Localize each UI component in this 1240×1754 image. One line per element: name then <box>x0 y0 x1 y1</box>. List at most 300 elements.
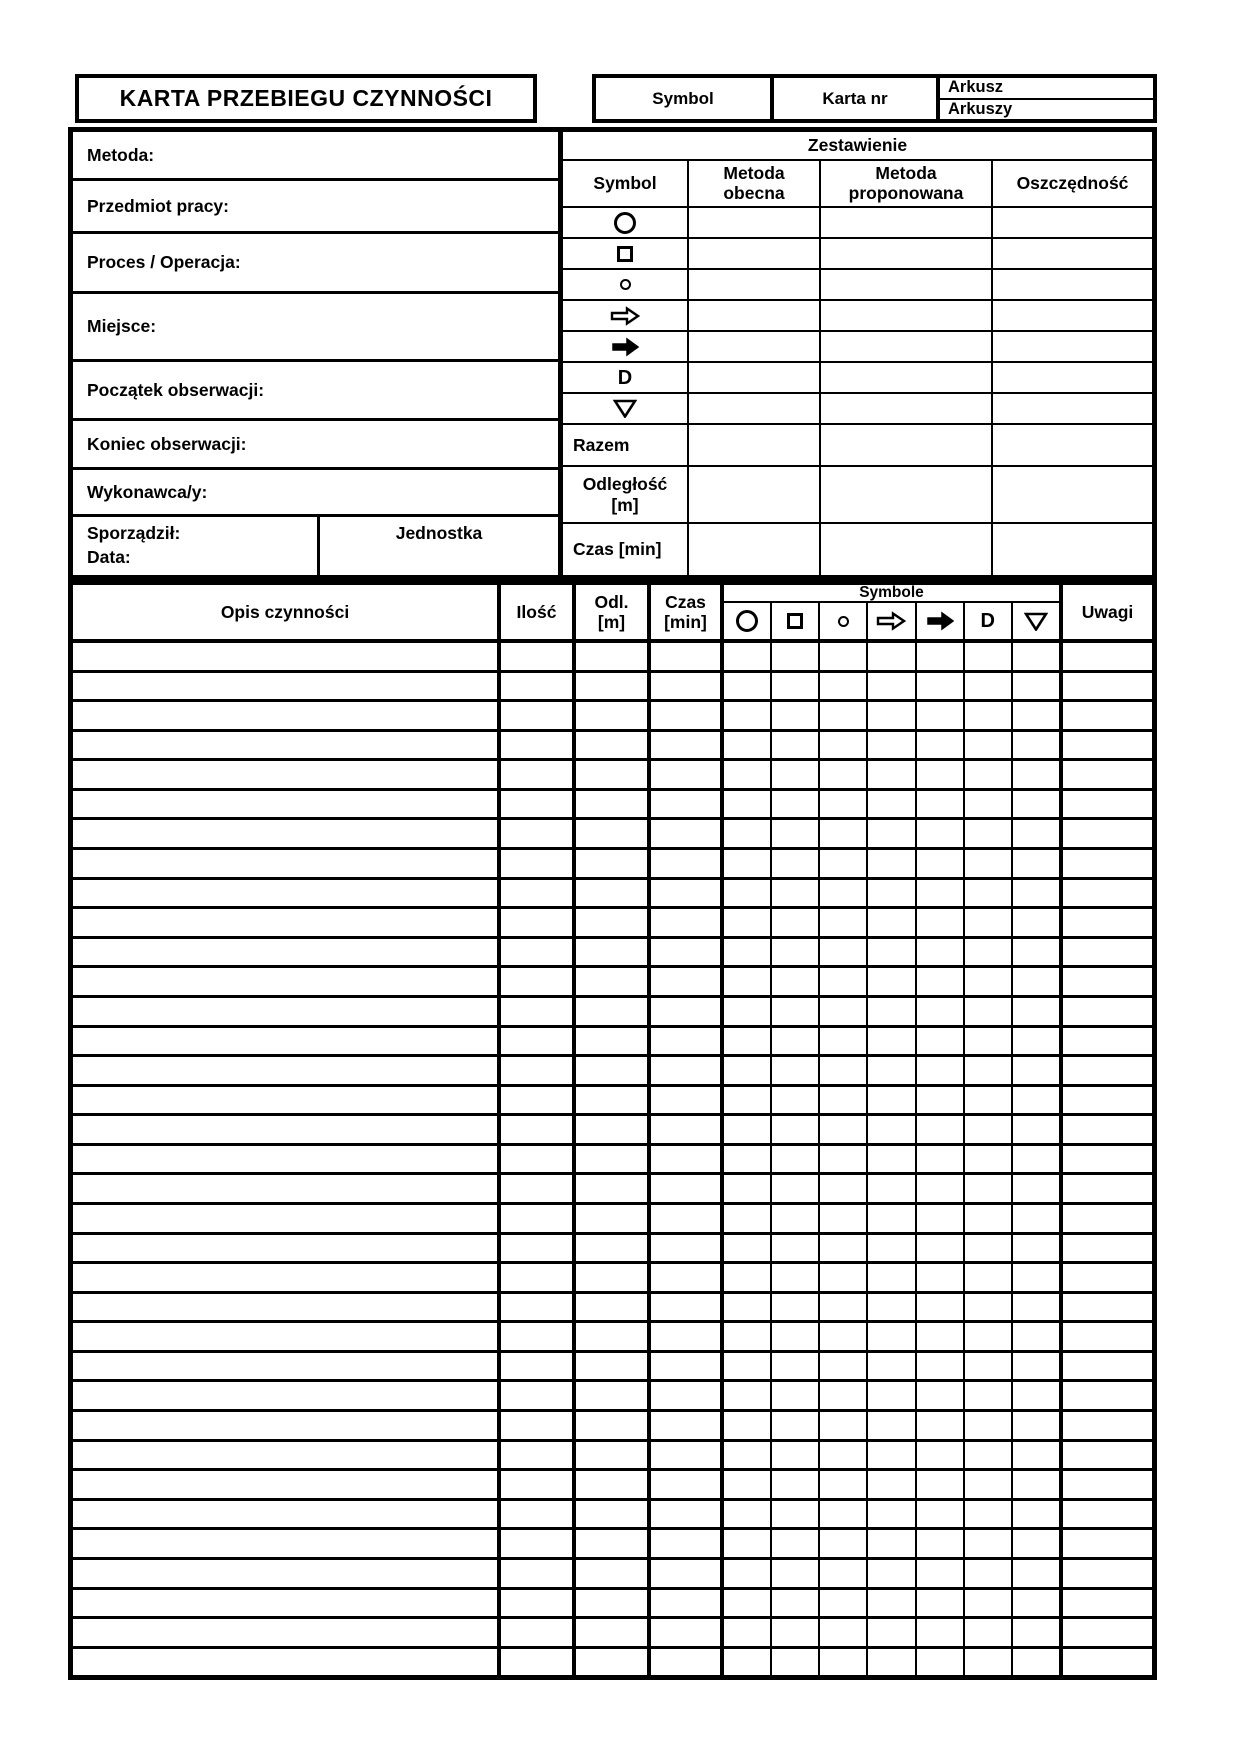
zestawienie-empty-cell <box>819 332 991 361</box>
empty-cell <box>651 1471 724 1498</box>
empty-symbol-cell <box>818 1412 866 1439</box>
empty-symbol-cell <box>818 1619 866 1646</box>
activity-row <box>73 998 1152 1028</box>
empty-cell <box>651 1294 724 1321</box>
empty-symbol-cell <box>963 1323 1011 1350</box>
empty-symbol-cell <box>1011 820 1059 847</box>
empty-uwagi-cell <box>1063 909 1152 936</box>
arkusz-label: Arkusz <box>940 78 1153 100</box>
empty-symbol-cell <box>963 732 1011 759</box>
empty-uwagi-cell <box>1063 1146 1152 1173</box>
empty-symbol-cell <box>818 1590 866 1617</box>
empty-symbol-cell <box>724 820 770 847</box>
empty-symbol-cell <box>866 702 914 729</box>
empty-cell <box>651 1412 724 1439</box>
empty-symbol-cell <box>963 1590 1011 1617</box>
empty-symbol-cell <box>866 643 914 670</box>
empty-uwagi-cell <box>1063 939 1152 966</box>
empty-cell <box>73 1205 501 1232</box>
empty-symbol-cell <box>866 1175 914 1202</box>
empty-symbol-cell <box>1011 1590 1059 1617</box>
empty-symbol-cell <box>770 643 818 670</box>
empty-symbol-cell <box>770 850 818 877</box>
zestawienie-empty-cell <box>687 301 819 330</box>
empty-symbol-cell <box>724 1353 770 1380</box>
empty-cell <box>576 1471 651 1498</box>
empty-cell <box>651 1560 724 1587</box>
activity-row <box>73 673 1152 703</box>
zestawienie-empty-cell <box>991 467 1152 522</box>
empty-cell <box>651 1442 724 1469</box>
empty-symbol-cell <box>770 1057 818 1084</box>
empty-symbol-cell <box>818 1294 866 1321</box>
empty-symbol-cell <box>1011 1501 1059 1528</box>
empty-cell <box>576 1057 651 1084</box>
empty-cell <box>651 1205 724 1232</box>
empty-symbol-cell <box>818 1649 866 1676</box>
symbol-cells-group <box>724 1235 1063 1262</box>
activity-row <box>73 968 1152 998</box>
empty-cell <box>651 880 724 907</box>
activity-row <box>73 1057 1152 1087</box>
empty-cell <box>576 1146 651 1173</box>
symbol-cells-group <box>724 850 1063 877</box>
empty-uwagi-cell <box>1063 1412 1152 1439</box>
empty-symbol-cell <box>724 1590 770 1617</box>
activity-row <box>73 1442 1152 1472</box>
empty-cell <box>501 1560 576 1587</box>
empty-uwagi-cell <box>1063 1353 1152 1380</box>
empty-uwagi-cell <box>1063 1087 1152 1114</box>
empty-cell <box>651 909 724 936</box>
zestawienie-symbol-row <box>563 301 1152 332</box>
empty-cell <box>651 1175 724 1202</box>
field-wykonawca: Wykonawca/y: <box>73 470 558 517</box>
empty-symbol-cell <box>915 850 963 877</box>
empty-uwagi-cell <box>1063 1294 1152 1321</box>
empty-symbol-cell <box>1011 643 1059 670</box>
empty-cell <box>73 1619 501 1646</box>
col-czas: Czas [min] <box>651 585 724 639</box>
empty-symbol-cell <box>963 1412 1011 1439</box>
empty-uwagi-cell <box>1063 1560 1152 1587</box>
empty-symbol-cell <box>1011 1175 1059 1202</box>
empty-symbol-cell <box>1011 702 1059 729</box>
empty-symbol-cell <box>866 673 914 700</box>
empty-symbol-cell <box>1011 1530 1059 1557</box>
empty-symbol-cell <box>915 1057 963 1084</box>
symbol-cells-group <box>724 1057 1063 1084</box>
empty-symbol-cell <box>724 1323 770 1350</box>
zestawienie-empty-cell <box>819 363 991 392</box>
empty-symbol-cell <box>1011 968 1059 995</box>
symbol-cells-group <box>724 1530 1063 1557</box>
empty-symbol-cell <box>818 1116 866 1143</box>
empty-symbol-cell <box>915 820 963 847</box>
empty-symbol-cell <box>866 761 914 788</box>
empty-symbol-cell <box>724 939 770 966</box>
empty-uwagi-cell <box>1063 850 1152 877</box>
empty-symbol-cell <box>724 673 770 700</box>
empty-uwagi-cell <box>1063 761 1152 788</box>
zestawienie-symbol-cell <box>563 301 687 330</box>
empty-symbol-cell <box>866 1353 914 1380</box>
symbole-header-cell <box>915 603 963 639</box>
empty-cell <box>576 761 651 788</box>
empty-cell <box>651 1323 724 1350</box>
circle-large-icon <box>614 212 636 234</box>
symbol-cells-group <box>724 702 1063 729</box>
zestawienie-empty-cell <box>687 332 819 361</box>
activity-row <box>73 732 1152 762</box>
empty-cell <box>576 1028 651 1055</box>
arkuszy-label: Arkuszy <box>948 99 1013 118</box>
empty-symbol-cell <box>724 880 770 907</box>
empty-symbol-cell <box>866 1590 914 1617</box>
empty-symbol-cell <box>866 1442 914 1469</box>
zestawienie-empty-cell <box>819 208 991 237</box>
empty-symbol-cell <box>818 643 866 670</box>
empty-cell <box>576 1382 651 1409</box>
empty-symbol-cell <box>915 1087 963 1114</box>
symbole-header-cell <box>866 603 914 639</box>
empty-cell <box>501 968 576 995</box>
empty-symbol-cell <box>770 1028 818 1055</box>
empty-symbol-cell <box>818 1087 866 1114</box>
empty-uwagi-cell <box>1063 1619 1152 1646</box>
zestawienie-empty-cell <box>687 208 819 237</box>
empty-cell <box>501 909 576 936</box>
empty-cell <box>576 1560 651 1587</box>
empty-symbol-cell <box>1011 732 1059 759</box>
empty-cell <box>651 761 724 788</box>
empty-symbol-cell <box>866 1649 914 1676</box>
zestawienie-empty-cell <box>991 524 1152 575</box>
empty-cell <box>501 1382 576 1409</box>
empty-cell <box>73 643 501 670</box>
empty-symbol-cell <box>1011 1264 1059 1291</box>
empty-cell <box>501 761 576 788</box>
empty-uwagi-cell <box>1063 702 1152 729</box>
empty-cell <box>73 1294 501 1321</box>
empty-cell <box>73 791 501 818</box>
empty-cell <box>576 1501 651 1528</box>
empty-symbol-cell <box>963 820 1011 847</box>
zestawienie-col-symbol: Symbol <box>593 172 657 193</box>
empty-cell <box>651 673 724 700</box>
empty-symbol-cell <box>818 1442 866 1469</box>
symbol-cells-group <box>724 1382 1063 1409</box>
zestawienie-symbol-row <box>563 208 1152 239</box>
empty-symbol-cell <box>724 1175 770 1202</box>
empty-cell <box>651 791 724 818</box>
empty-symbol-cell <box>915 1619 963 1646</box>
empty-cell <box>73 1412 501 1439</box>
zestawienie-empty-cell <box>991 425 1152 465</box>
empty-cell <box>501 1028 576 1055</box>
arrow-filled-icon <box>926 611 954 631</box>
empty-symbol-cell <box>963 1235 1011 1262</box>
activity-row <box>73 702 1152 732</box>
empty-cell <box>501 1530 576 1557</box>
empty-uwagi-cell <box>1063 1471 1152 1498</box>
symbol-cells-group <box>724 1442 1063 1469</box>
empty-symbol-cell <box>915 702 963 729</box>
empty-symbol-cell <box>866 968 914 995</box>
field-poczatek-obserwacji: Początek obserwacji: <box>73 362 558 421</box>
empty-cell <box>501 1323 576 1350</box>
empty-symbol-cell <box>915 1382 963 1409</box>
empty-symbol-cell <box>724 1116 770 1143</box>
symbol-cells-group <box>724 1205 1063 1232</box>
symbole-header-cell <box>770 603 818 639</box>
activity-row <box>73 791 1152 821</box>
empty-cell <box>576 909 651 936</box>
symbol-cells-group <box>724 1087 1063 1114</box>
empty-symbol-cell <box>963 1471 1011 1498</box>
activity-row <box>73 880 1152 910</box>
form-title-box <box>75 74 537 123</box>
empty-symbol-cell <box>963 1116 1011 1143</box>
empty-symbol-cell <box>866 1057 914 1084</box>
empty-symbol-cell <box>915 1471 963 1498</box>
empty-symbol-cell <box>866 1116 914 1143</box>
empty-symbol-cell <box>724 1382 770 1409</box>
empty-symbol-cell <box>963 761 1011 788</box>
empty-cell <box>651 1057 724 1084</box>
empty-symbol-cell <box>818 1235 866 1262</box>
empty-symbol-cell <box>1011 1442 1059 1469</box>
symbol-box <box>596 78 770 119</box>
empty-symbol-cell <box>963 998 1011 1025</box>
empty-cell <box>651 1382 724 1409</box>
empty-uwagi-cell <box>1063 820 1152 847</box>
razem-label: Razem <box>573 434 630 455</box>
empty-symbol-cell <box>1011 1146 1059 1173</box>
empty-cell <box>576 1205 651 1232</box>
empty-symbol-cell <box>915 880 963 907</box>
symbol-cells-group <box>724 1175 1063 1202</box>
empty-cell <box>651 1235 724 1262</box>
empty-symbol-cell <box>724 1087 770 1114</box>
empty-cell <box>651 850 724 877</box>
empty-cell <box>73 939 501 966</box>
symbol-cells-group <box>724 998 1063 1025</box>
empty-cell <box>651 1146 724 1173</box>
empty-symbol-cell <box>1011 1323 1059 1350</box>
activity-row <box>73 939 1152 969</box>
empty-cell <box>73 732 501 759</box>
empty-symbol-cell <box>866 1501 914 1528</box>
symbol-cells-group <box>724 1294 1063 1321</box>
zestawienie-symbol-row <box>563 270 1152 301</box>
symbol-cells-group <box>724 1323 1063 1350</box>
zestawienie-empty-cell <box>819 239 991 268</box>
zestawienie-col-metoda-obecna: Metoda obecna <box>687 161 819 206</box>
circle-small-icon <box>838 616 849 627</box>
empty-symbol-cell <box>724 968 770 995</box>
empty-symbol-cell <box>1011 791 1059 818</box>
empty-symbol-cell <box>818 1205 866 1232</box>
symbol-cells-group <box>724 1560 1063 1587</box>
empty-cell <box>576 998 651 1025</box>
empty-cell <box>73 1116 501 1143</box>
activity-table <box>68 580 1157 1680</box>
empty-cell <box>73 761 501 788</box>
empty-symbol-cell <box>818 732 866 759</box>
empty-symbol-cell <box>915 1412 963 1439</box>
empty-symbol-cell <box>915 732 963 759</box>
symbol-cells-group <box>724 968 1063 995</box>
empty-uwagi-cell <box>1063 1028 1152 1055</box>
symbol-cells-group <box>724 1264 1063 1291</box>
empty-cell <box>501 702 576 729</box>
empty-cell <box>73 820 501 847</box>
empty-cell <box>651 1264 724 1291</box>
empty-cell <box>651 702 724 729</box>
empty-cell <box>501 1057 576 1084</box>
empty-symbol-cell <box>724 1471 770 1498</box>
empty-cell <box>576 820 651 847</box>
empty-symbol-cell <box>1011 1619 1059 1646</box>
empty-symbol-cell <box>915 1205 963 1232</box>
empty-symbol-cell <box>818 702 866 729</box>
empty-symbol-cell <box>770 909 818 936</box>
empty-symbol-cell <box>770 1175 818 1202</box>
activity-row <box>73 1649 1152 1676</box>
empty-cell <box>576 1590 651 1617</box>
empty-symbol-cell <box>770 1146 818 1173</box>
empty-symbol-cell <box>866 1560 914 1587</box>
activity-row <box>73 761 1152 791</box>
activity-row <box>73 820 1152 850</box>
empty-symbol-cell <box>1011 1205 1059 1232</box>
empty-symbol-cell <box>866 939 914 966</box>
empty-cell <box>651 968 724 995</box>
empty-symbol-cell <box>770 1264 818 1291</box>
empty-cell <box>501 1175 576 1202</box>
triangle-down-icon <box>613 399 637 418</box>
symbole-group-title: Symbole <box>724 585 1059 603</box>
empty-symbol-cell <box>818 939 866 966</box>
activity-row <box>73 1116 1152 1146</box>
empty-cell <box>576 643 651 670</box>
info-section <box>68 127 1157 580</box>
symbol-cells-group <box>724 820 1063 847</box>
empty-symbol-cell <box>915 791 963 818</box>
activity-row <box>73 850 1152 880</box>
empty-uwagi-cell <box>1063 1649 1152 1676</box>
empty-symbol-cell <box>963 850 1011 877</box>
empty-cell <box>501 939 576 966</box>
activity-table-header <box>73 585 1152 643</box>
symbol-cells-group <box>724 1116 1063 1143</box>
empty-cell <box>501 1235 576 1262</box>
empty-cell <box>501 998 576 1025</box>
empty-symbol-cell <box>963 1294 1011 1321</box>
empty-uwagi-cell <box>1063 998 1152 1025</box>
zestawienie-symbol-cell <box>563 270 687 299</box>
col-uwagi: Uwagi <box>1081 601 1134 622</box>
empty-symbol-cell <box>1011 909 1059 936</box>
zestawienie-empty-cell <box>991 301 1152 330</box>
empty-symbol-cell <box>866 998 914 1025</box>
empty-symbol-cell <box>915 998 963 1025</box>
empty-symbol-cell <box>866 1235 914 1262</box>
empty-symbol-cell <box>770 880 818 907</box>
zestawienie-empty-cell <box>991 208 1152 237</box>
empty-symbol-cell <box>915 1175 963 1202</box>
zestawienie-empty-cell <box>819 394 991 423</box>
zestawienie-symbol-row <box>563 394 1152 425</box>
empty-cell <box>576 1323 651 1350</box>
empty-cell <box>651 998 724 1025</box>
empty-cell <box>501 1116 576 1143</box>
empty-symbol-cell <box>724 1442 770 1469</box>
info-fields <box>73 132 558 575</box>
empty-cell <box>501 1146 576 1173</box>
empty-symbol-cell <box>915 1235 963 1262</box>
activity-row <box>73 1175 1152 1205</box>
empty-cell <box>576 1530 651 1557</box>
activity-row <box>73 1590 1152 1620</box>
zestawienie-empty-cell <box>991 239 1152 268</box>
empty-symbol-cell <box>724 791 770 818</box>
odleglosc-label: Odległość [m] <box>582 473 668 515</box>
empty-symbol-cell <box>724 850 770 877</box>
activity-row <box>73 1619 1152 1649</box>
empty-uwagi-cell <box>1063 880 1152 907</box>
empty-cell <box>576 791 651 818</box>
symbol-cells-group <box>724 1590 1063 1617</box>
empty-symbol-cell <box>818 1057 866 1084</box>
symbol-cells-group <box>724 1146 1063 1173</box>
symbol-cells-group <box>724 673 1063 700</box>
empty-symbol-cell <box>724 761 770 788</box>
zestawienie-title: Zestawienie <box>563 132 1152 161</box>
symbol-cells-group <box>724 791 1063 818</box>
empty-cell <box>73 1175 501 1202</box>
empty-symbol-cell <box>818 1501 866 1528</box>
empty-symbol-cell <box>1011 1649 1059 1676</box>
empty-cell <box>651 939 724 966</box>
karta-nr-box <box>770 78 936 119</box>
empty-uwagi-cell <box>1063 732 1152 759</box>
empty-symbol-cell <box>818 1530 866 1557</box>
empty-cell <box>576 1649 651 1676</box>
empty-cell <box>576 1619 651 1646</box>
sporzadzil-label: Sporządził: <box>87 523 181 543</box>
empty-cell <box>651 1649 724 1676</box>
empty-symbol-cell <box>866 1471 914 1498</box>
empty-cell <box>651 1028 724 1055</box>
empty-symbol-cell <box>770 1442 818 1469</box>
zestawienie-symbol-cell <box>563 332 687 361</box>
empty-symbol-cell <box>770 1116 818 1143</box>
empty-cell <box>73 880 501 907</box>
activity-row <box>73 1353 1152 1383</box>
empty-cell <box>576 939 651 966</box>
empty-cell <box>651 643 724 670</box>
empty-symbol-cell <box>724 1649 770 1676</box>
empty-symbol-cell <box>963 1382 1011 1409</box>
zestawienie-symbol-row <box>563 332 1152 363</box>
empty-symbol-cell <box>1011 880 1059 907</box>
activity-row <box>73 1530 1152 1560</box>
zestawienie-empty-cell <box>687 239 819 268</box>
empty-cell <box>501 1619 576 1646</box>
empty-symbol-cell <box>915 1028 963 1055</box>
